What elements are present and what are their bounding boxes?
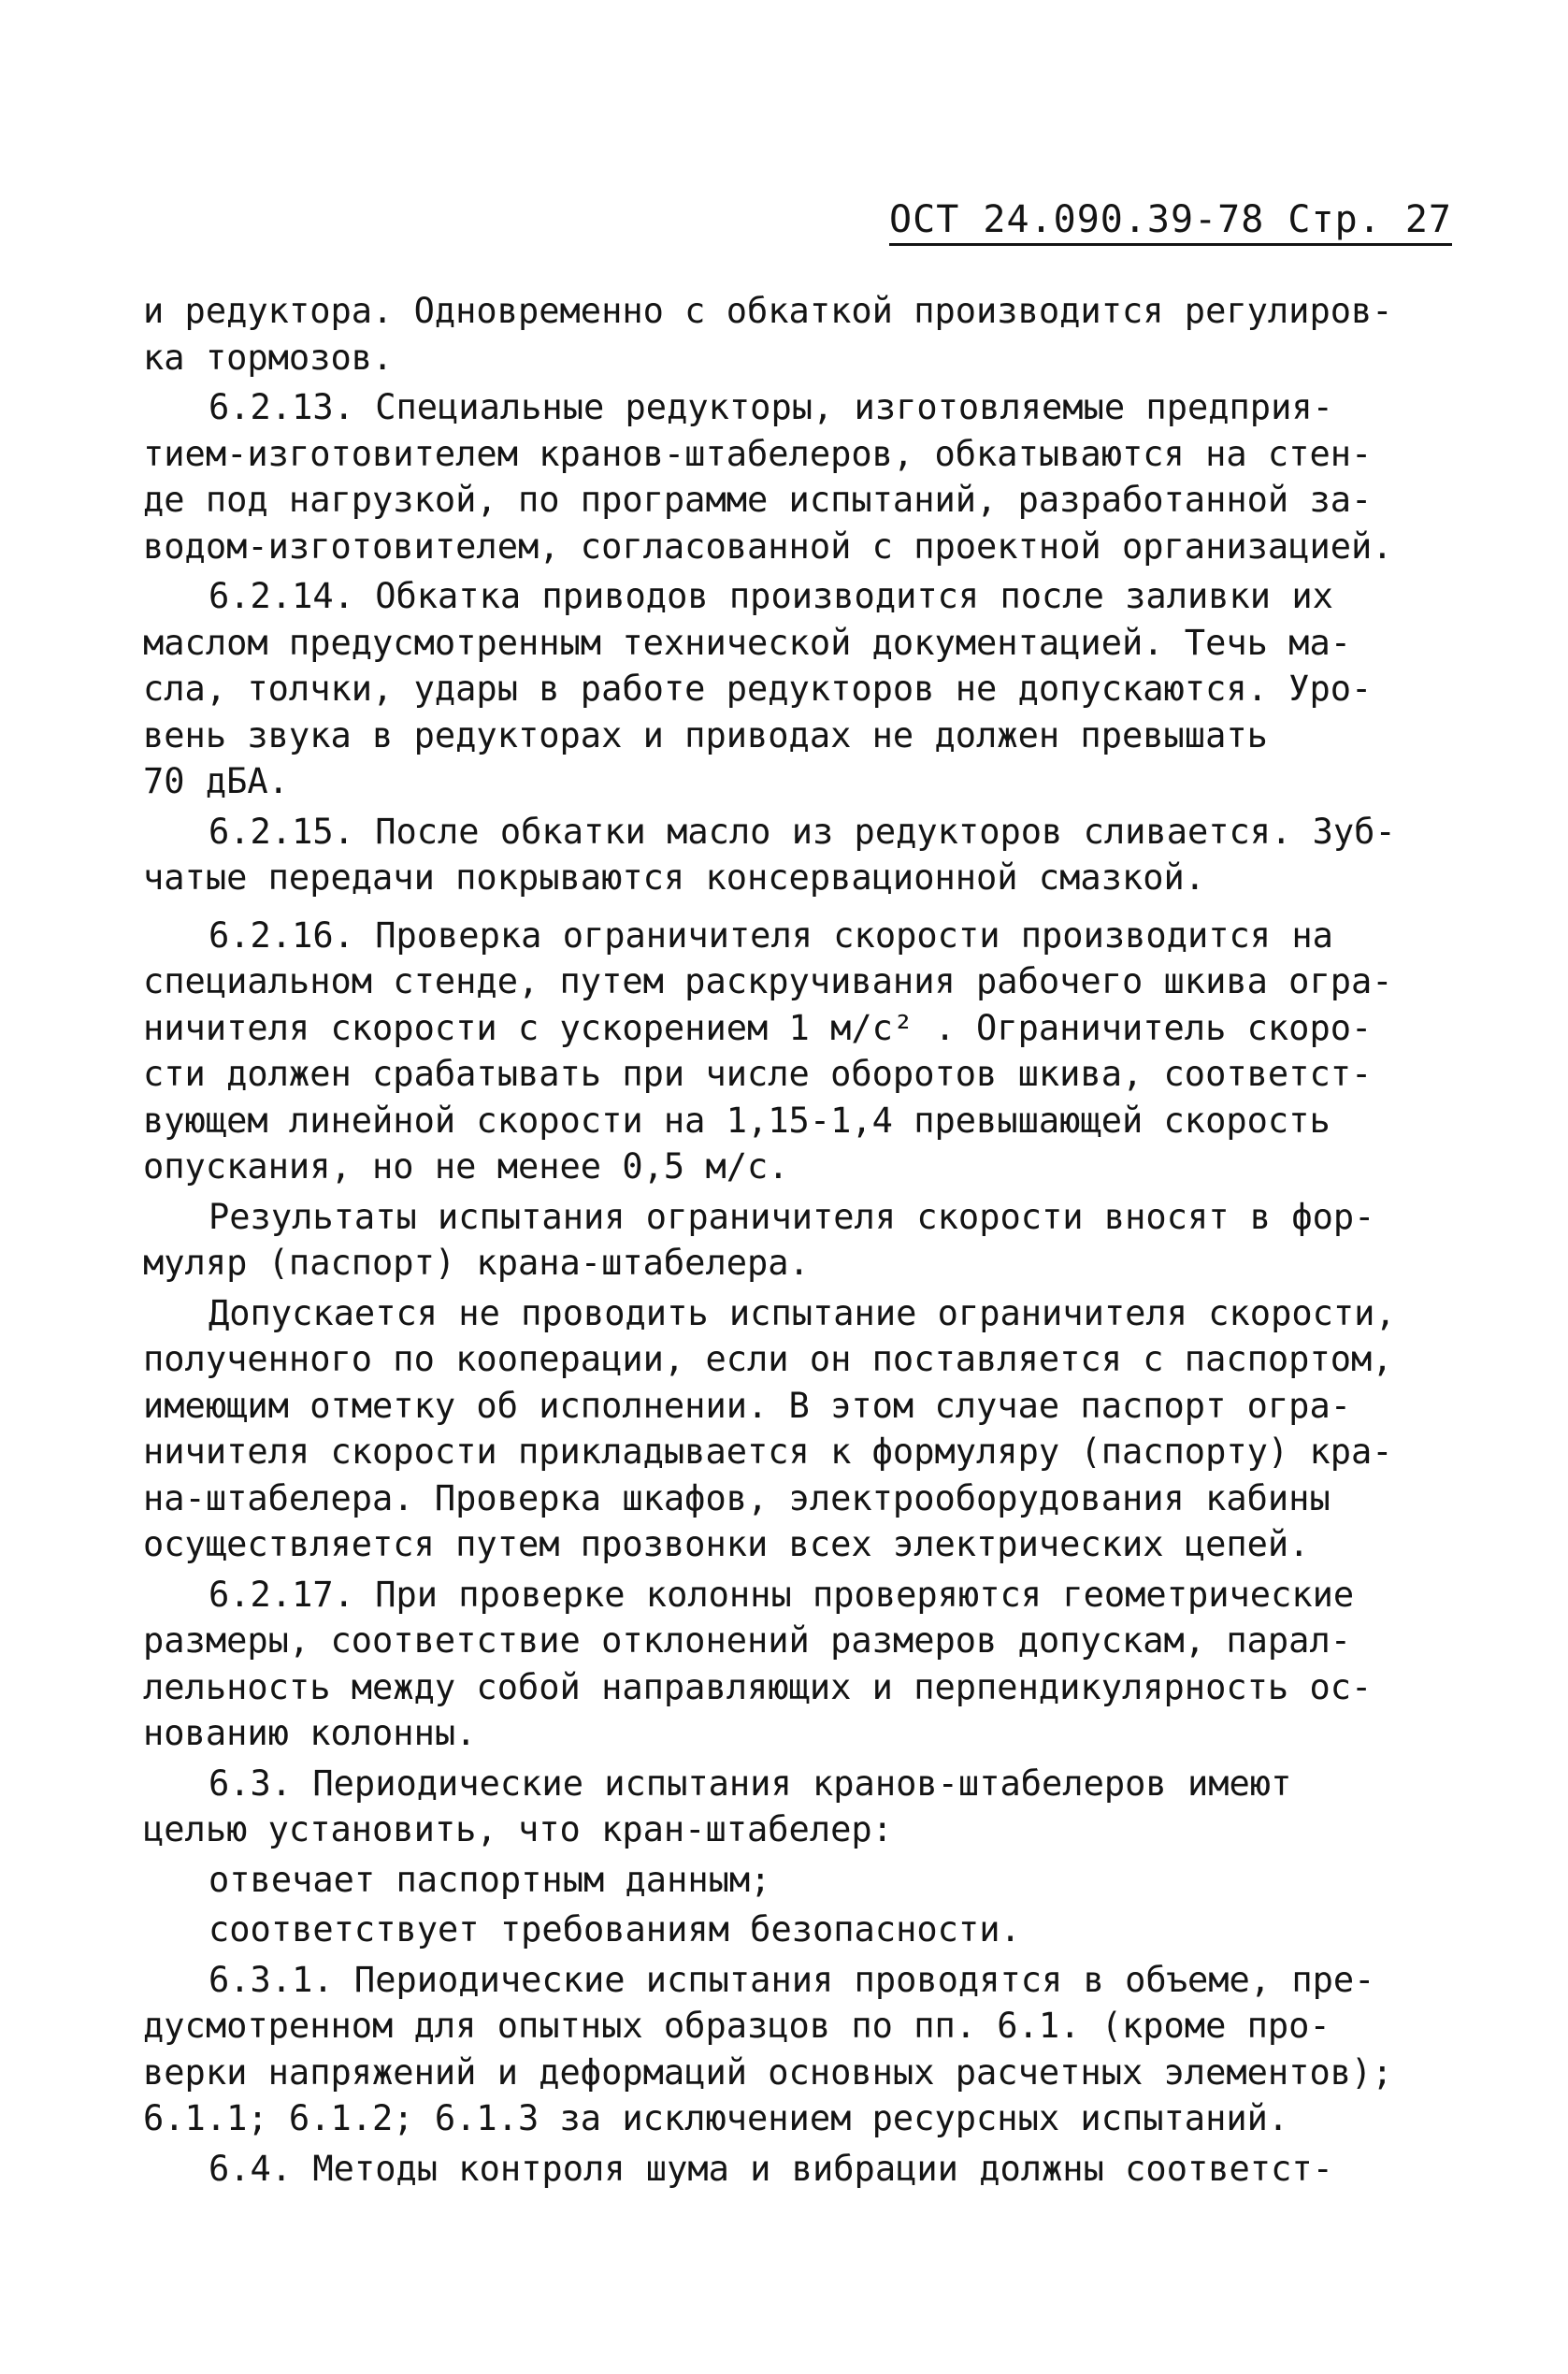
text-line: размеры, соответствие отклонений размеров допускам, парал- [143,1620,1352,1661]
text-line: имеющим отметку об исполнении. В этом случае паспорт огра- [143,1385,1352,1426]
text-line: 6.3.1. Периодические испытания проводятся в объеме, пре- [209,1959,1375,2000]
text-line: тием-изготовителем кранов-штабелеров, обкатываются на стен- [143,433,1373,474]
text-line: лельность между собой направляющих и перпендикулярность ос- [143,1666,1373,1707]
text-line: нованию колонны. [143,1713,477,1753]
text-line: Результаты испытания ограничителя скорости вносят в фор- [209,1196,1375,1237]
text-line: 6.2.14. Обкатка приводов производится после заливки их [209,576,1333,616]
body-text [143,288,1452,2195]
text-line: вень звука в редукторах и приводах не должен превышать [143,714,1268,755]
text-line: на-штабелера. Проверка шкафов, электрооборудования кабины [143,1477,1331,1518]
text-line: чатые передачи покрываются консервационной смазкой. [143,857,1206,898]
text-line: сла, толчки, удары в работе редукторов не допускаются. Уро- [143,669,1373,709]
text-line: отвечает паспортным данным; [209,1859,771,1900]
text-line: верки напряжений и деформаций основных расчетных элементов); [143,2051,1393,2093]
paragraph-p8 [143,1761,1452,1853]
text-line: ка тормозов. [143,337,394,378]
paragraph-p11 [143,1957,1452,2142]
text-line: сти должен срабатывать при числе оборотов шкива, соответст- [143,1054,1373,1094]
paragraph-p3 [143,809,1452,901]
text-line: 6.2.15. После обкатки масло из редукторов сливается. Зуб- [209,811,1396,852]
paragraph-p10 [143,1906,1452,1953]
text-line: муляр (паспорт) крана-штабелера. [143,1243,810,1283]
paragraph-p4 [143,913,1452,1190]
paragraph-p6 [143,1290,1452,1568]
text-line: целью установить, что кран-штабелер: [143,1809,893,1849]
paragraph-p7 [143,1572,1452,1757]
text-line: ничителя скорости прикладывается к формуляру (паспорту) кра- [143,1432,1393,1472]
paragraph-p5 [143,1194,1452,1287]
text-line: 6.2.16. Проверка ограничителя скорости производится на [209,914,1333,956]
text-line: осуществляется путем прозвонки всех электрических цепей. [143,1524,1310,1564]
text-line: и редуктора. Одновременно с обкаткой производится регулиров- [143,291,1393,331]
text-line: 6.2.17. При проверке колонны проверяются геометрические [209,1574,1355,1615]
text-line: опускания, но не менее 0,5 м/с. [143,1146,789,1187]
text-line: 6.3. Периодические испытания кранов-штабелеров имеют [209,1763,1292,1804]
text-line: соответствует требованиям безопасности. [209,1909,1021,1950]
paragraph-p2 [143,573,1452,805]
text-line: полученного по кооперации, если он поставляется с паспортом, [143,1339,1393,1379]
page-header: ОСТ 24.090.39-78 Стр. 27 [889,198,1452,246]
text-line: дусмотренном для опытных образцов по пп. 6.1. (кроме про- [143,2006,1331,2046]
text-line: 6.4. Методы контроля шума и вибрации должны соответст- [209,2148,1333,2189]
text-line: водом-изготовителем, согласованной с проектной организацией. [143,525,1393,567]
text-line: вующем линейной скорости на 1,15-1,4 превышающей скорость [143,1100,1331,1141]
text-line: Допускается не проводить испытание ограничителя скорости, [209,1292,1396,1333]
paragraph-p12 [143,2146,1452,2193]
text-line: специальном стенде, путем раскручивания рабочего шкива огра- [143,961,1393,1001]
text-line: де под нагрузкой, по программе испытаний, разработанной за- [143,480,1373,520]
text-line: 6.2.13. Специальные редукторы, изготовляемые предприя- [209,387,1333,427]
text-line: 6.1.1; 6.1.2; 6.1.3 за исключением ресурсных испытаний. [143,2098,1289,2138]
paragraph-p1 [143,384,1452,569]
text-line: маслом предусмотренным технической документацией. Течь ма- [143,622,1352,663]
paragraph-p0 [143,288,1452,381]
paragraph-p9 [143,1857,1452,1904]
text-line: ничителя скорости с ускорением 1 м/с² . Ограничитель скоро- [143,1007,1373,1048]
text-line: 70 дБА. [143,761,289,801]
